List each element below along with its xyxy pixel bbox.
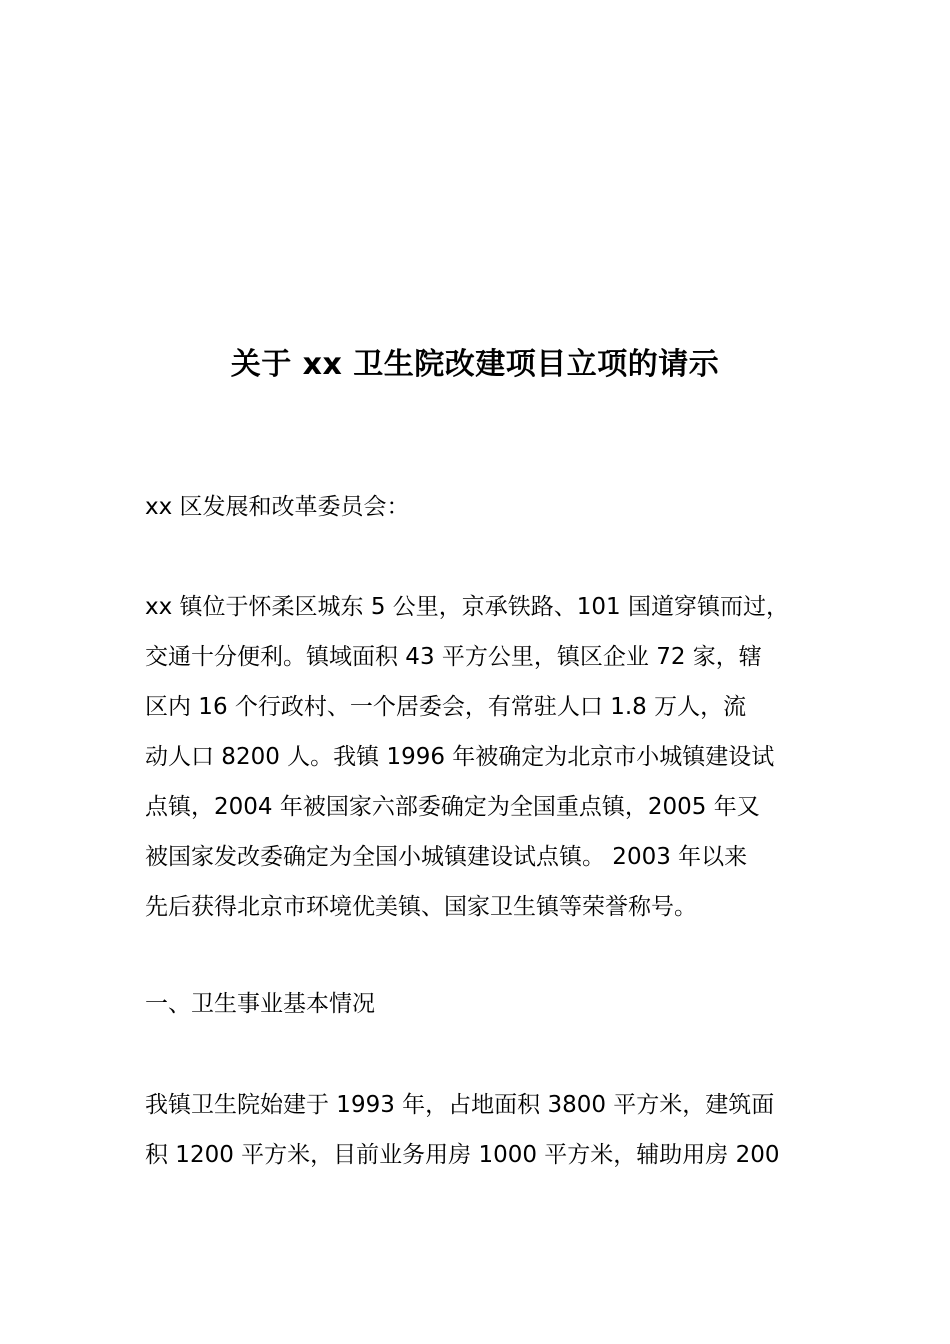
- text-line: 积 1200 平方米，目前业务用房 1000 平方米，辅助用房 200: [145, 1142, 780, 1168]
- text-line: 动人口 8200 人。我镇 1996 年被确定为北京市小城镇建设试: [145, 744, 775, 770]
- text-line: 被国家发改委确定为全国小城镇建设试点镇。 2003 年以来: [145, 844, 748, 870]
- text-line: 先后获得北京市环境优美镇、国家卫生镇等荣誉称号。: [145, 894, 697, 920]
- text-line: 点镇，2004 年被国家六部委确定为全国重点镇，2005 年又: [145, 794, 760, 820]
- text-line: xx 镇位于怀柔区城东 5 公里，京承铁路、101 国道穿镇而过，: [145, 594, 789, 620]
- document-title: 关于 xx 卫生院改建项目立项的请示: [230, 347, 720, 382]
- salutation: [145, 482, 835, 532]
- text-line: 交通十分便利。镇域面积 43 平方公里，镇区企业 72 家，辖: [145, 644, 762, 670]
- paragraph-health-center: [145, 1080, 835, 1180]
- paragraph-town-overview: [145, 582, 835, 932]
- section-heading-text: 一、卫生事业基本情况: [145, 991, 375, 1017]
- section-heading: [145, 979, 835, 1029]
- salutation-line: xx 区发展和改革委员会：: [145, 494, 410, 520]
- text-line: 我镇卫生院始建于 1993 年，占地面积 3800 平方米，建筑面: [145, 1092, 775, 1118]
- text-line: 区内 16 个行政村、一个居委会，有常驻人口 1.8 万人，流: [145, 694, 747, 720]
